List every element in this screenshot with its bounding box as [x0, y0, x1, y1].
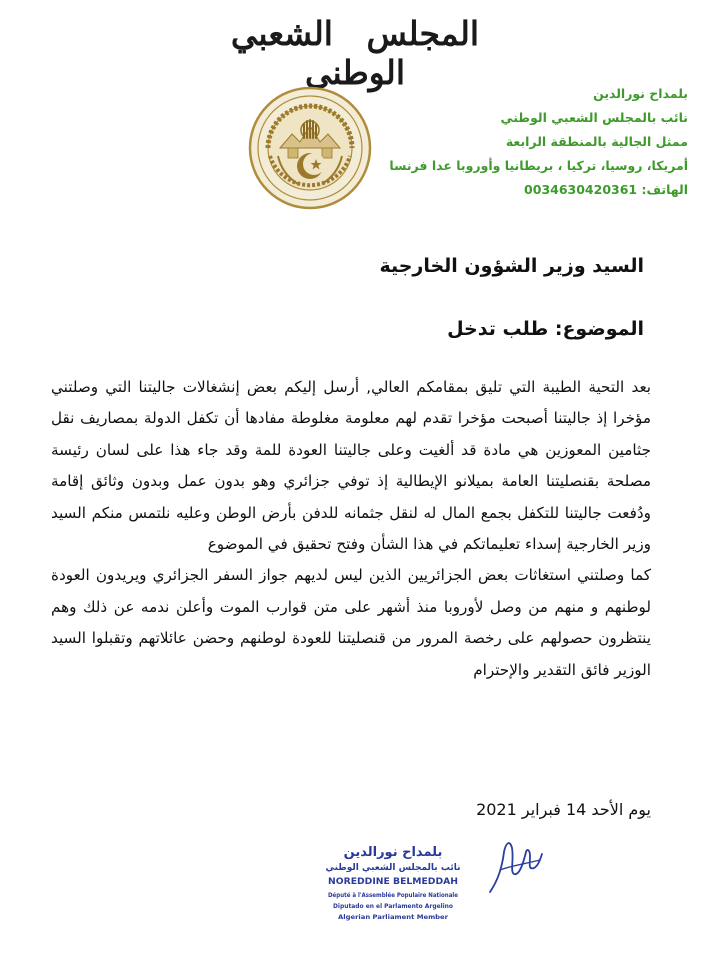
stamp-line-4: Député à l'Assemblée Populaire Nationale	[328, 892, 458, 899]
stamp-line-3: NOREDDINE BELMEDDAH	[328, 877, 458, 887]
official-stamp	[318, 842, 468, 934]
deputy-constituency: ممثل الجالية بالمنطقة الرابعة	[505, 134, 688, 149]
letter-body	[51, 372, 651, 686]
handwritten-signature-icon	[480, 830, 550, 900]
body-paragraph-1: بعد التحية الطيبة التي تليق بمقامكم العالي, أرسل إليكم بعض إنشغالات جاليتنا التي وصلتني مؤخرا إذ جاليتنا أصبحت مؤخرا تقدم لهم معلومة مغلوطة مفادها أن تكفل الدولة بمصاريف نقل جثامين المعوزين هي مادة قد ألغيت وعلى جاليتنا العودة للمة وقد جاء هذا على لسان رئيسة مصلحة بقنصليتنا العامة بميلانو الإيطالية إذ توفي جزائري وهو بدون عمل وبدون وثائق إقامة ودُفعت جاليتنا للتكفل بجمع المال له لنقل جثمانه للدفن بأرض الوطن وعليه نلتمس منكم السيد وزير الخارجية إسداء تعليماتكم في هذا الشأن وفتح تحقيق في الموضوع	[51, 378, 651, 554]
national-emblem-seal-icon	[248, 86, 372, 210]
deputy-regions: أمريكا، روسيا، تركيا ، بريطانيا وأوروبا عدا فرنسا	[389, 158, 688, 173]
body-paragraph-2: كما وصلتني استغاثات بعض الجزائريين الذين ليس لديهم جواز السفر الجزائري ويريدون العودة لوطنهم و منهم من وصل لأوروبا منذ أشهر على متن قوارب الموت وأعلن ندمه عن ذلك وهم ينتظرون حصولهم على رخصة المرور من قنصليتنا للعودة لوطنهم وحضن عائلاتهم وتقبلوا السيد الوزير فائق التقدير والإحترام	[51, 566, 651, 679]
letter-date: يوم الأحد 14 فبراير 2021	[476, 800, 651, 819]
stamp-line-6: Algerian Parliament Member	[338, 914, 449, 921]
deputy-name: بلمداح نورالدين	[593, 86, 688, 101]
phone-label: الهاتف:	[641, 182, 688, 197]
stamp-line-5: Diputado en el Parlamento Argelino	[333, 903, 453, 910]
phone-number: 0034630420361	[524, 182, 638, 197]
stamp-line-1: بلمداح نورالدين	[343, 845, 443, 860]
stamp-line-2: نائب بالمجلس الشعبي الوطني	[325, 863, 461, 873]
deputy-phone-line	[388, 178, 688, 202]
deputy-role: نائب بالمجلس الشعبي الوطني	[500, 110, 688, 125]
letter-subject: الموضوع: طلب تدخل	[447, 318, 644, 340]
deputy-info-block	[388, 82, 688, 202]
letterhead-title: المجلس الشعبي الوطني	[230, 14, 480, 92]
letter-recipient: السيد وزير الشؤون الخارجية	[379, 255, 644, 277]
